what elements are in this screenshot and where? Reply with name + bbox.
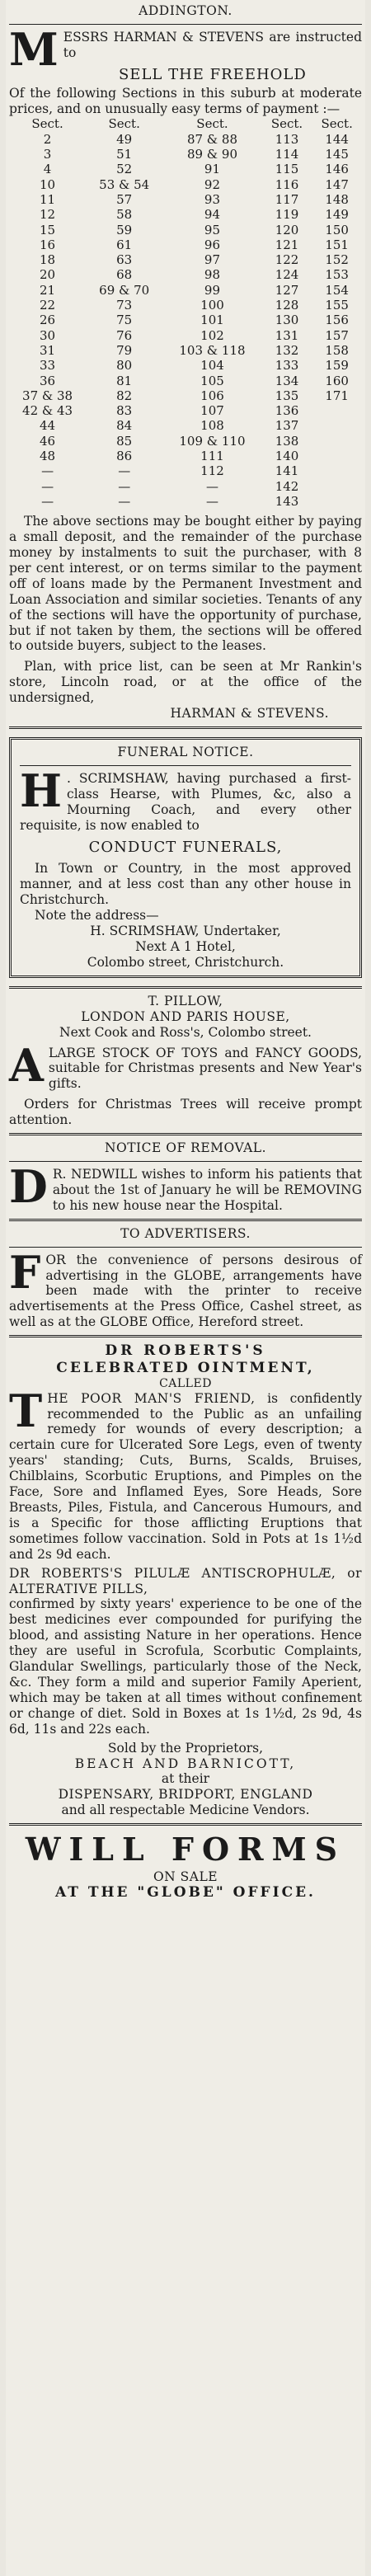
section-cell: 108 (200, 418, 224, 434)
sections-row (9, 177, 362, 192)
section-cell: 112 (200, 463, 224, 479)
sections-row (9, 388, 362, 403)
section-cell: 49 (116, 131, 133, 147)
divider (9, 1823, 362, 1826)
roberts-title1: DR ROBERTS'S (105, 1342, 266, 1360)
section-cell: 150 (325, 222, 349, 237)
section-cell: 99 (204, 282, 221, 298)
sections-row (9, 162, 362, 176)
funeral-headline: CONDUCT FUNERALS, (88, 838, 283, 856)
section-cell: 16 (40, 237, 56, 252)
section-cell: 104 (200, 358, 224, 374)
sections-row (9, 479, 362, 494)
section-cell: 97 (204, 252, 221, 268)
section-cell: 31 (40, 342, 56, 358)
section-cell: 85 (116, 433, 133, 449)
section-cell: 92 (204, 176, 221, 192)
section-cell: 82 (116, 388, 133, 403)
sections-row (9, 267, 362, 282)
sections-row (9, 463, 362, 478)
section-cell: 107 (200, 403, 224, 419)
section-cell (312, 463, 362, 478)
sections-row (9, 494, 362, 509)
will-forms-at: AT THE "GLOBE" OFFICE. (55, 1884, 316, 1901)
pillow-name: T. PILLOW, (148, 993, 223, 1008)
section-cell: 106 (200, 388, 224, 403)
section-cell: 135 (275, 388, 299, 403)
dropcap: M (9, 22, 59, 76)
removal-notice (9, 1140, 362, 1214)
removal-body (9, 1159, 362, 1214)
removal-title: NOTICE OF REMOVAL. (104, 1140, 267, 1156)
advertisers-body (9, 1245, 362, 1331)
section-cell: 141 (275, 463, 299, 479)
funeral-addr3: Colombo street, Christchurch. (87, 954, 284, 970)
section-cell: 11 (40, 191, 56, 207)
section-cell: 12 (40, 207, 56, 223)
divider (20, 765, 351, 766)
section-cell: 80 (116, 358, 133, 374)
section-cell: — (118, 493, 131, 509)
section-cell: 42 & 43 (22, 403, 73, 419)
pillow-orders: Orders for Christmas Trees will receive prompt attention. (9, 1097, 362, 1128)
section-cell: 136 (275, 403, 299, 419)
sections-row (9, 358, 362, 373)
section-cell: 100 (200, 298, 224, 313)
section-cell: 2 (43, 131, 52, 147)
section-cell: 138 (275, 433, 299, 449)
section-cell: 121 (275, 237, 299, 252)
section-cell: 15 (40, 222, 56, 237)
sections-table (9, 116, 362, 509)
col-header: Sect. (321, 116, 353, 132)
section-cell: — (118, 463, 131, 479)
section-cell: 151 (325, 237, 349, 252)
section-cell: 132 (275, 342, 299, 358)
roberts-called: CALLED (159, 1376, 212, 1390)
section-cell: — (41, 478, 54, 494)
section-cell: 145 (325, 147, 349, 162)
section-cell: 140 (275, 449, 299, 464)
section-cell: 48 (40, 449, 56, 464)
section-cell: — (205, 493, 218, 509)
addington-advertisement (9, 3, 362, 722)
dropcap: H (20, 764, 63, 817)
section-cell: 160 (325, 373, 349, 388)
section-cell: 83 (116, 403, 133, 419)
section-cell: 133 (275, 358, 299, 374)
section-cell: 137 (275, 418, 299, 434)
sections-row (9, 313, 362, 327)
dropcap: A (9, 1038, 44, 1092)
dropcap: D (9, 1159, 48, 1213)
pillow-sub: LONDON AND PARIS HOUSE, (81, 1008, 290, 1024)
sections-row (9, 223, 362, 237)
section-cell: 171 (325, 388, 349, 403)
section-cell: 149 (325, 207, 349, 223)
will-forms-banner: WILL FORMS (25, 1831, 346, 1869)
intro2: Of the following Sections in this suburb at moderate prices, and on unusually easy terms of payment :— (9, 85, 362, 116)
sections-row (9, 298, 362, 313)
section-cell: 20 (40, 267, 56, 283)
section-cell: 122 (275, 252, 299, 268)
signature: HARMAN & STEVENS. (170, 706, 329, 722)
roberts-props: BEACH AND BARNICOTT, (74, 1756, 297, 1771)
section-cell: 119 (275, 207, 299, 223)
section-cell: 95 (204, 222, 221, 237)
section-cell: 73 (116, 298, 133, 313)
section-cell: 146 (325, 162, 349, 177)
section-cell: 101 (200, 313, 224, 328)
section-cell (312, 479, 362, 494)
section-cell: 102 (200, 327, 224, 343)
section-cell: 134 (275, 373, 299, 388)
sections-row (9, 237, 362, 252)
section-cell: 37 & 38 (22, 388, 73, 403)
section-cell: 94 (204, 207, 221, 223)
section-cell: 127 (275, 282, 299, 298)
roberts-title2: CELEBRATED OINTMENT, (56, 1359, 315, 1376)
section-cell (312, 494, 362, 509)
divider (9, 1247, 362, 1248)
section-cell: 124 (275, 267, 299, 283)
pillow-body (9, 1038, 362, 1093)
dropcap: F (9, 1245, 41, 1299)
divider (9, 726, 362, 729)
roberts-body1-text: is confidently recommended to the Public as an unfailing remedy for wounds of every description; a certain cure for Ulcerated Sore Legs, even of twenty years' standing; Cuts, Burns, Scalds, Bruises, Chilblains, Scorbutic Eruptions, and Pimples on the Face, Sore and Inflamed Eyes, Sore Heads, Sore Breasts, Piles, Fistula, and Cancerous Humours, and is a Specific for those afflicting Eruptions that sometimes follow vaccination. Sold in Pots at 1s 1½d and 2s 9d each. (9, 1390, 362, 1562)
funeral-first-text: . SCRIMSHAW, having purchased a first-class Hearse, with Plumes, &c, also a Mourning Coach, and every other requisite, is now enabled to (20, 770, 351, 833)
sections-row (9, 418, 362, 433)
section-cell: 59 (116, 222, 133, 237)
sections-row (9, 252, 362, 267)
pillow-addr: Next Cook and Ross's, Colombo street. (59, 1024, 312, 1040)
funeral-first (20, 764, 351, 834)
section-cell: 46 (40, 433, 56, 449)
section-cell: 103 & 118 (179, 342, 246, 358)
section-cell: 96 (204, 237, 221, 252)
section-cell: 115 (275, 162, 299, 177)
section-cell: 4 (43, 162, 52, 177)
col-header: Sect. (108, 116, 140, 132)
section-cell: 128 (275, 298, 299, 313)
divider (9, 1133, 362, 1135)
removal-body-text: R. NEDWILL wishes to inform his patients that about the 1st of January he will be REMOVING to his new house near the Hospital. (52, 1166, 362, 1213)
section-cell: — (41, 463, 54, 479)
funeral-addr2: Next A 1 Hotel, (135, 939, 236, 954)
divider (9, 986, 362, 989)
section-cell: 142 (275, 478, 299, 494)
section-cell: 18 (40, 252, 56, 268)
section-cell: 144 (325, 131, 349, 147)
sections-row (9, 192, 362, 207)
section-cell: 3 (43, 147, 52, 162)
sections-row (9, 207, 362, 222)
section-cell: 87 & 88 (186, 131, 237, 147)
section-cell: 75 (116, 313, 133, 328)
section-cell: 52 (116, 162, 133, 177)
section-cell: 114 (275, 147, 299, 162)
headline: SELL THE FREEHOLD (118, 65, 307, 83)
sections-row (9, 374, 362, 388)
section-cell: 116 (275, 176, 299, 192)
funeral-addr1: H. SCRIMSHAW, Undertaker, (90, 924, 281, 939)
section-cell: 143 (275, 493, 299, 509)
advertisers-body-text: OR the convenience of persons desirous of advertising in the GLOBE, arrangements have been made with the printer to receive advertisements at the Press Office, Cashel street, as well as at the GLOBE Office, Hereford street. (9, 1252, 362, 1330)
will-forms-advertisement (9, 1831, 362, 1901)
section-cell: 22 (40, 298, 56, 313)
section-cell: 152 (325, 252, 349, 268)
section-cell: 30 (40, 327, 56, 343)
section-cell: 26 (40, 313, 56, 328)
plan-paragraph: Plan, with price list, can be seen at Mr Rankin's store, Lincoln road, or at the office of the undersigned, (9, 659, 362, 706)
divider (9, 1161, 362, 1162)
section-cell: 79 (116, 342, 133, 358)
section-cell: 91 (204, 162, 221, 177)
place-heading: ADDINGTON. (139, 3, 232, 18)
section-cell (312, 449, 362, 463)
section-cell: 76 (116, 327, 133, 343)
section-cell: — (41, 493, 54, 509)
roberts-disp: DISPENSARY, BRIDPORT, ENGLAND (58, 1787, 313, 1803)
section-cell: 57 (116, 191, 133, 207)
section-cell: 157 (325, 327, 349, 343)
funeral-title: FUNERAL NOTICE. (117, 744, 254, 759)
section-cell: 111 (200, 449, 224, 464)
section-cell: 53 & 54 (99, 176, 150, 192)
intro-text: ESSRS HARMAN & STEVENS are instructed to (63, 29, 362, 60)
col-header: Sect. (196, 116, 228, 132)
section-cell: 130 (275, 313, 299, 328)
section-cell: 86 (116, 449, 133, 464)
roberts-body1 (9, 1384, 362, 1563)
pillow-body-text: LARGE STOCK OF TOYS and FANCY GOODS, suitable for Christmas presents and New Year's gifts. (48, 1045, 362, 1092)
section-cell: 109 & 110 (179, 433, 246, 449)
section-cell: 63 (116, 252, 133, 268)
sections-row (9, 283, 362, 298)
section-cell: 33 (40, 358, 56, 374)
section-cell: 36 (40, 373, 56, 388)
sections-row (9, 147, 362, 162)
will-forms-onsale: ON SALE (153, 1869, 218, 1884)
funeral-notice-box (9, 737, 362, 978)
sections-row (9, 328, 362, 343)
section-cell: 155 (325, 298, 349, 313)
funeral-note: Note the address— (35, 908, 159, 924)
section-cell: 156 (325, 313, 349, 328)
section-cell: 21 (40, 282, 56, 298)
roberts-vendors: and all respectable Medicine Vendors. (61, 1803, 310, 1818)
section-cell: 58 (116, 207, 133, 223)
section-cell (312, 418, 362, 433)
section-cell (312, 403, 362, 418)
section-cell: 105 (200, 373, 224, 388)
divider (9, 1335, 362, 1337)
roberts-lead: HE POOR MAN'S FRIEND, (47, 1390, 256, 1406)
sections-row (9, 132, 362, 147)
section-cell: 93 (204, 191, 221, 207)
funeral-body: In Town or Country, in the most approved manner, and at less cost than any other house in Christchurch. (20, 861, 351, 908)
section-cell: 44 (40, 418, 56, 434)
sections-row (9, 403, 362, 418)
section-cell: 159 (325, 358, 349, 374)
roberts-ointment-advertisement (9, 1342, 362, 1818)
section-cell: 120 (275, 222, 299, 237)
sections-row (9, 434, 362, 449)
section-cell: — (118, 478, 131, 494)
section-cell: 148 (325, 191, 349, 207)
col-header: Sect. (270, 116, 303, 132)
roberts-body2: confirmed by sixty years' experience to be one of the best medicines ever compounded for purifying the blood, and assisting Nature in her operations. Hence they are useful in Scrofula, Scorbutic Complaints, Glandular Swellings, particularly those of the Neck, &c. They form a mild and superior Family Aperient, which may be taken at all times without confinement or change of diet. Sold in Boxes at 1s 1½d, 2s 9d, 4s 6d, 11s and 22s each. (9, 1596, 362, 1737)
divider (9, 1219, 362, 1221)
section-cell: 81 (116, 373, 133, 388)
section-cell: 153 (325, 267, 349, 283)
advertisers-notice (9, 1226, 362, 1330)
section-cell: 131 (275, 327, 299, 343)
section-cell: 51 (116, 147, 133, 162)
dropcap: T (9, 1384, 43, 1437)
roberts-at: at their (161, 1771, 210, 1787)
terms-paragraph: The above sections may be bought either by paying a small deposit, and the remainder of the purchase money by instalments to suit the purchaser, with 8 per cent interest, or on terms similar to the payment off of loans made by the Permanent Investment and Loan Association and similar societies. Tenants of any of the sections will have the opportunity of purchase, but if not taken by them, the sections will be offered to outside buyers, subject to the leases. (9, 514, 362, 654)
section-cell: 98 (204, 267, 221, 283)
section-cell: 89 & 90 (186, 147, 237, 162)
section-cell: 158 (325, 342, 349, 358)
section-cell: 147 (325, 176, 349, 192)
section-cell: 154 (325, 282, 349, 298)
section-cell: 117 (275, 191, 299, 207)
section-cell: 10 (40, 176, 56, 192)
newspaper-page (6, 0, 365, 2576)
roberts-sold: Sold by the Proprietors, (107, 1740, 264, 1756)
section-cell: — (205, 478, 218, 494)
roberts-title3: DR ROBERTS'S PILULÆ ANTISCROPHULÆ, or ALTERATIVE PILLS, (9, 1565, 362, 1596)
advertisers-title: TO ADVERTISERS. (120, 1225, 251, 1241)
pillow-advertisement (9, 994, 362, 1128)
section-cell (312, 434, 362, 449)
section-cell: 69 & 70 (99, 282, 150, 298)
col-header: Sect. (31, 116, 63, 132)
section-cell: 84 (116, 418, 133, 434)
sections-header (9, 116, 362, 131)
section-cell: 68 (116, 267, 133, 283)
divider (9, 24, 362, 25)
section-cell: 61 (116, 237, 133, 252)
sections-row (9, 449, 362, 463)
sections-row (9, 343, 362, 358)
section-cell: 113 (275, 131, 299, 147)
